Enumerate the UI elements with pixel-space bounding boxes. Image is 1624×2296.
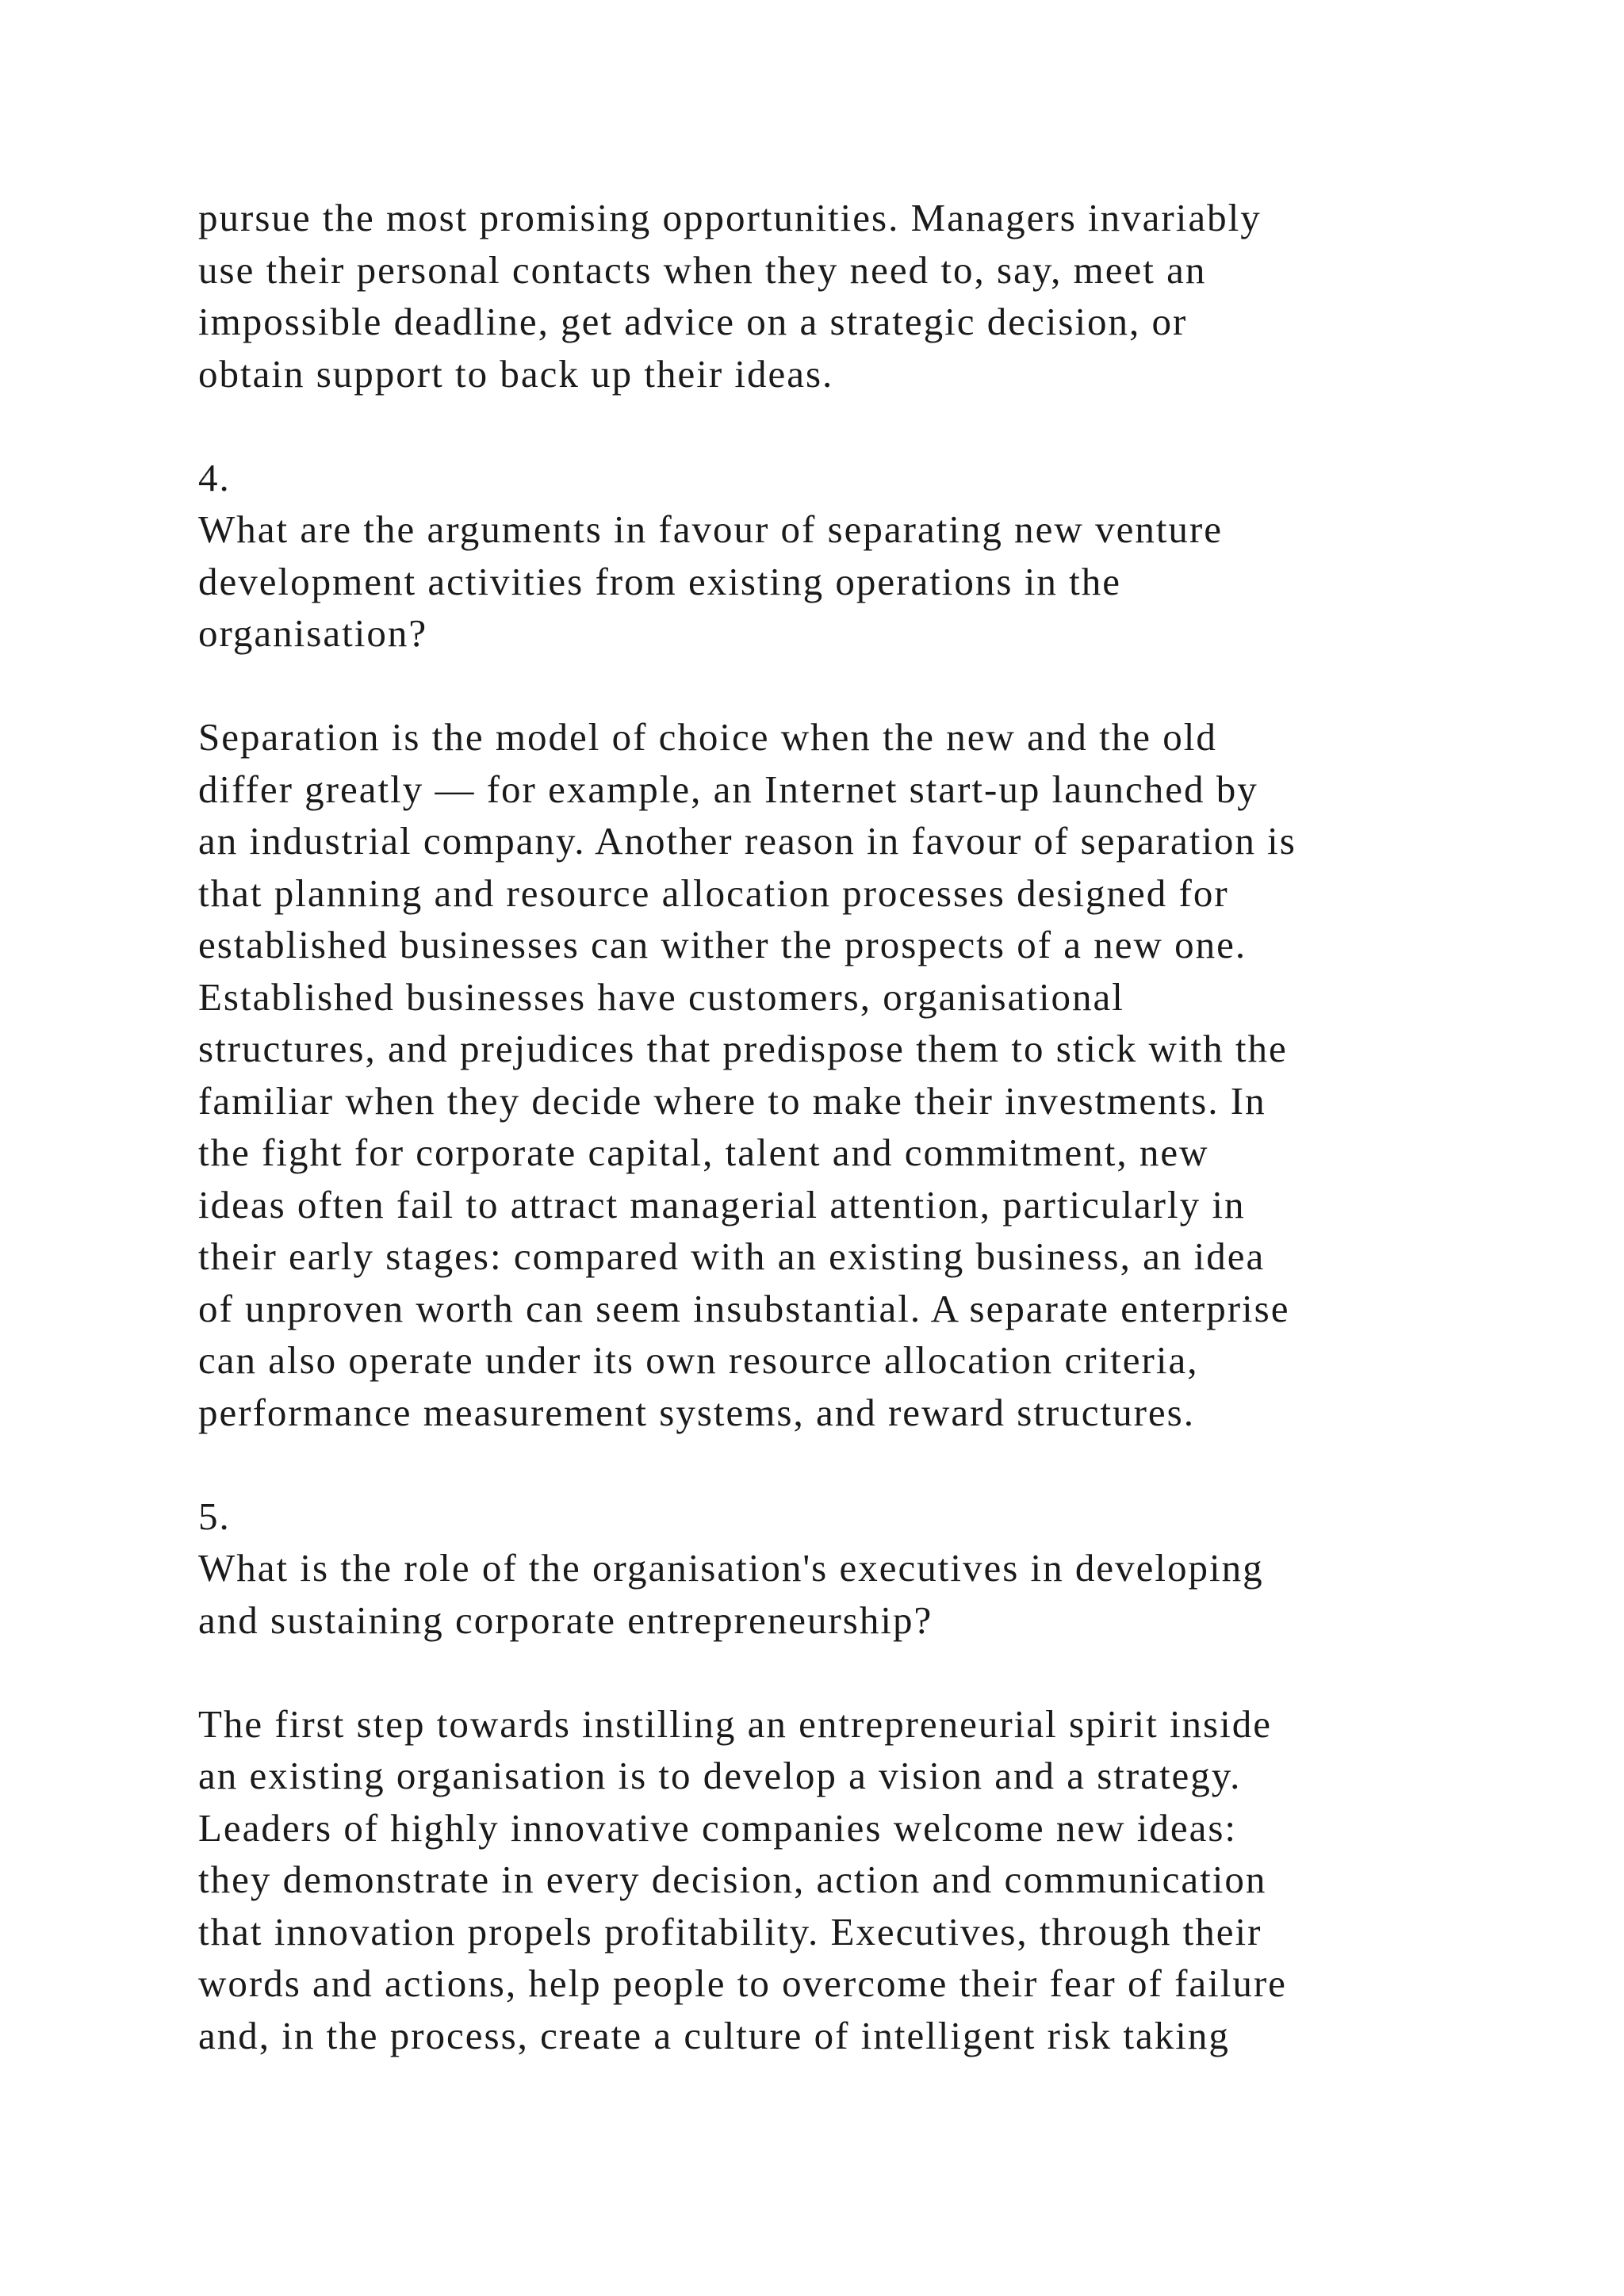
text-line: impossible deadline, get advice on a strategic decision, or (198, 300, 1188, 343)
text-line: organisation? (198, 611, 428, 655)
text-line: that planning and resource allocation processes designed for (198, 871, 1229, 915)
text-line: ideas often fail to attract managerial attention, particularly in (198, 1182, 1246, 1226)
question-number: 5. (198, 1494, 231, 1538)
paragraph-spacer (198, 400, 1483, 452)
text-line: Established businesses have customers, organisational (198, 974, 1124, 1019)
text-line: development activities from existing operations in the (198, 559, 1121, 603)
paragraph-continuation (198, 192, 1483, 400)
text-line: established businesses can wither the prospects of a new one. (198, 923, 1247, 966)
text-line: that innovation propels profitability. Executives, through their (198, 1909, 1262, 1954)
paragraph-spacer (198, 1438, 1483, 1490)
text-line: familiar when they decide where to make their investments. In (198, 1078, 1266, 1123)
text-line: use their personal contacts when they need to, say, meet an (198, 247, 1207, 292)
text-line: differ greatly — for example, an Internet start-up launched by (198, 767, 1258, 811)
text-line: and, in the process, create a culture of intelligent risk taking (198, 2013, 1230, 2057)
answer-text (198, 711, 1483, 1438)
text-line: an industrial company. Another reason in favour of separation is (198, 819, 1297, 863)
paragraph-spacer (198, 660, 1483, 712)
text-line: of unproven worth can seem insubstantial. A separate enterprise (198, 1286, 1290, 1330)
text-line: an existing organisation is to develop a vision and a strategy. (198, 1754, 1242, 1797)
text-line: What is the role of the organisation's executives in developing (198, 1546, 1264, 1590)
text-line: performance measurement systems, and reward structures. (198, 1390, 1195, 1434)
document-body (198, 192, 1483, 2061)
text-line: and sustaining corporate entrepreneurship? (198, 1598, 933, 1642)
question-5-section (198, 1490, 1483, 2062)
text-line: pursue the most promising opportunities. Managers invariably (198, 196, 1262, 239)
question-4-section (198, 452, 1483, 1439)
text-line: Leaders of highly innovative companies welcome new ideas: (198, 1805, 1238, 1850)
question-text (198, 1542, 1483, 1646)
text-line: structures, and prejudices that predispose them to stick with the (198, 1027, 1288, 1070)
text-line: words and actions, help people to overcome their fear of failure (198, 1961, 1287, 2005)
text-line: can also operate under its own resource allocation criteria, (198, 1338, 1199, 1382)
text-line: Separation is the model of choice when the new and the old (198, 715, 1217, 759)
paragraph-spacer (198, 1646, 1483, 1698)
question-text (198, 503, 1483, 660)
text-line: The first step towards instilling an entrepreneurial spirit inside (198, 1701, 1272, 1746)
text-line: What are the arguments in favour of separating new venture (198, 507, 1223, 551)
text-line: the fight for corporate capital, talent and commitment, new (198, 1131, 1209, 1174)
text-line: they demonstrate in every decision, action and communication (198, 1858, 1267, 1901)
question-number: 4. (198, 455, 231, 499)
text-line: their early stages: compared with an existing business, an idea (198, 1234, 1266, 1278)
answer-text (198, 1698, 1483, 2062)
text-line: obtain support to back up their ideas. (198, 351, 834, 396)
